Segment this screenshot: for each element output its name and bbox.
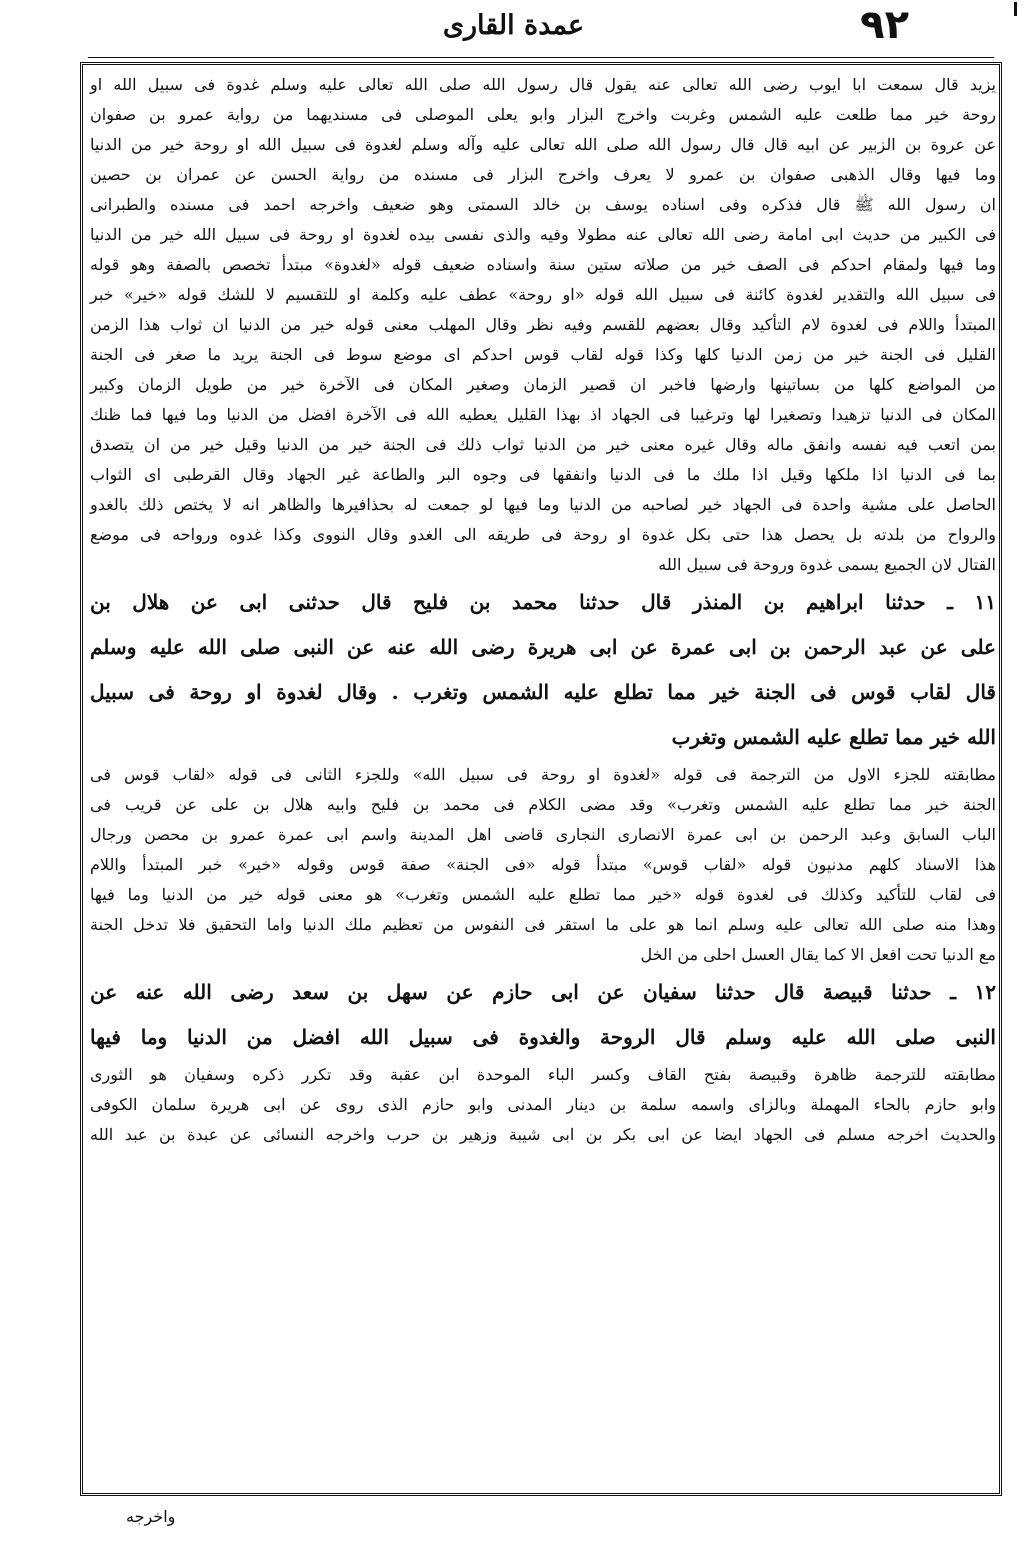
commentary-line: وهذا منه صلى الله تعالى عليه وسلم انما هو على ما استقر فی النفوس من تعظيم ملك الدنيا واما التحقيق فلا تدخل الجنة — [90, 915, 996, 934]
page-number: ٩٢ — [860, 2, 909, 48]
hadith-line: ١٢ ـ حدثنا قبيصة قال حدثنا سفيان عن ابی حازم عن سهل بن سعد رضی الله عنه عن — [90, 980, 996, 1004]
commentary-line: الحاصل على مشية واحدة فی الجهاد خير لصاحبه من الدنيا وما فيها لو جمعت له بحذافيرها والظاهر انه لا يختص ذلك بالغدو — [90, 495, 996, 514]
hadith-12 — [86, 970, 1000, 1060]
hadith-line: الله خير مما تطلع عليه الشمس وتغرب — [671, 725, 996, 749]
catchword: واخرجه — [126, 1507, 176, 1526]
commentary-line: بمن اتعب فيه نفسه وانفق ماله وقال غيره معنى خير من الدنيا ثواب ذلك فی الجنة خير من الدنيا وقيل خير من ان يتصدق — [90, 435, 996, 454]
commentary-line: فی لقاب للتأكيد وكذلك فی لغدوة قوله «خير مما تطلع عليه الشمس وتغرب» هو معنى قوله خير من الدنيا وما فيها — [90, 885, 997, 904]
page-body — [86, 70, 1000, 1150]
commentary-line: وما فيها ولمقام احدكم فی الصف خير من صلاته ستين سنة واسناده ضعيف قوله «لغدوة» مبتدأ تخصص بالصفة وهو قوله — [90, 255, 996, 274]
commentary-line: الجنة خير مما تطلع عليه الشمس وتغرب» وقد مضى الكلام فی محمد بن فليح وابيه هلال بن علی عن قريب فی — [90, 795, 996, 814]
commentary-line: القتال لان الجميع يسمى غدوة وروحة فی سبيل الله — [658, 555, 996, 574]
commentary-line: مطابقته للترجمة ظاهرة وقبيصة بفتح القاف وكسر الباء الموحدة ابن عقبة وقد تكرر ذكره وسفيان هو الثوری — [90, 1065, 996, 1084]
hadith-line: قال لقاب قوس فی الجنة خير مما تطلع عليه الشمس وتغرب . وقال لغدوة او روحة فی سبيل — [90, 680, 996, 704]
commentary-block-2 — [86, 760, 1000, 970]
page-header — [0, 2, 1027, 60]
commentary-line: والرواح من بلدته بل يحصل هذا حتى بكل غدوة او روحة فی طريقه الى الغدو وقال النووی وكذا غدوه ورواحه فی موضع — [90, 525, 996, 544]
page-edge-mark — [1014, 2, 1017, 16]
hadith-11 — [86, 580, 1000, 760]
commentary-line: عن عروة بن الزبير عن ابيه قال قال رسول الله صلى الله تعالى عليه وآله وسلم لغدوة فی سبيل الله او روحة خير من الدنيا — [90, 135, 996, 154]
commentary-line: المكان فی الدنيا تزهيدا وتصغيرا لها وترغيبا فی الجهاد اذ بهذا القليل يعطيه الله فی الآخرة افضل من الدنيا وما فيها فما ظنك — [90, 405, 996, 424]
commentary-block-1 — [86, 70, 1000, 580]
commentary-line: وما فيها وقال الذهبی صفوان بن عمرو لا يعرف واخرج البزار فی مسنده من رواية الحسن عن عمران بن حصين — [90, 165, 996, 184]
commentary-line: القليل فی الجنة خير من زمن الدنيا كلها وكذا قوله لقاب قوس احدكم ای موضع سوط فی الجنة يريد ما صغر فی الجنة — [90, 345, 996, 364]
commentary-line: المبتدأ واللام فی لغدوة لام التأكيد وقال بعضهم للقسم وفيه نظر وقال المهلب معنى قوله خير من الدنيا ان ثواب هذا الزمن — [90, 315, 996, 334]
hadith-line: علی عن عبد الرحمن بن ابی عمرة عن ابی هريرة رضی الله عنه عن النبی صلى الله عليه وسلم — [90, 635, 996, 659]
commentary-line: مطابقته للجزء الاول من الترجمة فی قوله «لغدوة او روحة فی سبيل الله» وللجزء الثانی فی قوله «لقاب قوس فی — [90, 765, 996, 784]
commentary-line: ان رسول الله ﷺ قال فذكره وفی اسناده يوسف بن خالد السمتی وهو ضعيف واخرجه احمد فی مسنده والطبرانی — [90, 195, 997, 214]
commentary-line: يزيد قال سمعت ابا ايوب رضی الله تعالى عنه يقول قال رسول الله صلى الله تعالى عليه وسلم غدوة فی سبيل الله او — [90, 75, 996, 94]
book-title: عمدة القاری — [442, 10, 585, 41]
commentary-line: وابو حازم بالحاء المهملة وبالزای واسمه سلمة بن دينار المدنی وابو حازم الذی روى عن ابی هريرة سلمان الكوفی — [90, 1095, 996, 1114]
commentary-line: بما فی الدنيا اذا ملكها وقيل اذا ملك ما فی الدنيا وانفقها فی وجوه البر والطاعة غير الجهاد وقال القرطبی ای الثواب — [90, 465, 996, 484]
commentary-line: مع الدنيا تحت افعل الا كما يقال العسل احلى من الخل — [640, 945, 996, 964]
commentary-line: والحديث اخرجه مسلم فی الجهاد ايضا عن ابی بكر بن ابی شيبة وزهير بن حرب واخرجه النسائی عن عبدة بن عبد الله — [90, 1125, 996, 1144]
commentary-line: هذا الاسناد كلهم مدنيون قوله «لقاب قوس» مبتدأ قوله «فی الجنة» صفة قوس وقوله «خير» خبر المبتدأ واللام — [90, 855, 996, 874]
commentary-line: فی الكبير من حديث ابی امامة رضی الله تعالى عنه مطولا وفيه والذی نفسی بيده لغدوة او روحة فی سبيل الله خير من الدنيا — [90, 225, 996, 244]
commentary-line: روحة خير مما طلعت عليه الشمس وغربت واخرج البزار وابو يعلى الموصلى فی مسنديهما من رواية عمرو بن صفوان — [90, 105, 996, 124]
hadith-line: النبی صلى الله عليه وسلم قال الروحة والغدوة فی سبيل الله افضل من الدنيا وما فيها — [90, 1025, 996, 1049]
hadith-line: ١١ ـ حدثنا ابراهيم بن المنذر قال حدثنا محمد بن فليح قال حدثنی ابی عن هلال بن — [90, 590, 996, 614]
commentary-line: من المواضع كلها من بساتينها وارضها فاخبر ان قصير الزمان وصغير المكان فی الآخرة خير من طويل الزمان وكبير — [90, 375, 996, 394]
commentary-line: فی سبيل الله والتقدير لغدوة كائنة فی سبيل الله قوله «او روحة» عطف عليه وكلمة او للتقسيم لا للشك قوله «خير» خبر — [90, 285, 996, 304]
commentary-block-3 — [86, 1060, 1000, 1150]
commentary-line: الباب السابق وعبد الرحمن بن ابی عمرة الانصاری النجاری قاضی اهل المدينة واسم ابی عمرة عمرو بن محصن ورجال — [90, 825, 996, 844]
